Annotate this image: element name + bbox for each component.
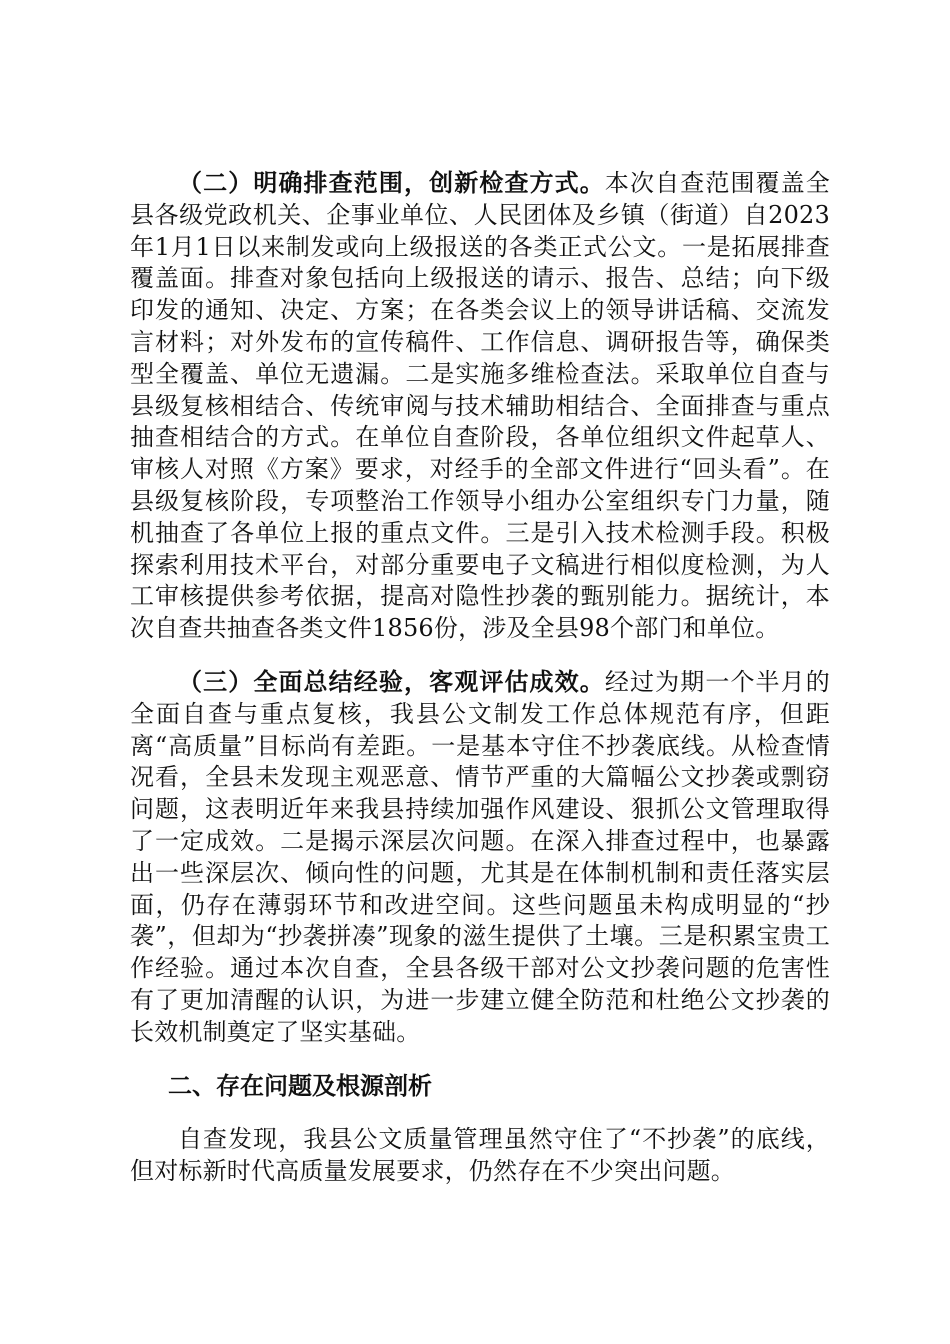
paragraph-summary [130,667,830,1049]
paragraph-intro: 自查发现，我县公文质量管理虽然守住了“不抄袭”的底线，但对标新时代高质量发展要求，仍然存在不少突出问题。 [130,1125,830,1186]
paragraph-scope-body: 本次自查范围覆盖全县各级党政机关、企事业单位、人民团体及乡镇（街道）自2023年1月1日以来制发或向上级报送的各类正式公文。一是拓展排查覆盖面。排查对象包括向上级报送的请示、报告、总结；向下级印发的通知、决定、方案；在各类会议上的领导讲话稿、交流发言材料；对外发布的宣传稿件、工作信息、调研报告等，确保类型全覆盖、单位无遗漏。二是实施多维检查法。采取单位自查与县级复核相结合、传统审阅与技术辅助相结合、全面排查与重点抽查相结合的方式。在单位自查阶段，各单位组织文件起草人、审核人对照《方案》要求，对经手的全部文件进行“回头看”。在县级复核阶段，专项整治工作领导小组办公室组织专门力量，随机抽查了各单位上报的重点文件。三是引入技术检测手段。积极探索利用技术平台，对部分重要电子文稿进行相似度检测，为人工审核提供参考依据，提高对隐性抄袭的甄别能力。据统计，本次自查共抽查各类文件1856份，涉及全县98个部门和单位。 [130,169,830,643]
paragraph-summary-body: 经过为期一个半月的全面自查与重点复核，我县公文制发工作总体规范有序，但距离“高质量”目标尚有差距。一是基本守住不抄袭底线。从检查情况看，全县未发现主观恶意、情节严重的大篇幅公文抄袭或剽窃问题，这表明近年来我县持续加强作风建设、狠抓公文管理取得了一定成效。二是揭示深层次问题。在深入排查过程中，也暴露出一些深层次、倾向性的问题，尤其是在体制机制和责任落实层面，仍存在薄弱环节和改进空间。这些问题虽未构成明显的“抄袭”，但却为“抄袭拼凑”现象的滋生提供了土壤。三是积累宝贵工作经验。通过本次自查，全县各级干部对公文抄袭问题的危害性有了更加清醒的认识，为进一步建立健全防范和杜绝公文抄袭的长效机制奠定了坚实基础。 [130,667,830,1046]
paragraph-summary-lead: （三）全面总结经验，客观评估成效。 [178,667,605,696]
paragraph-scope-lead: （二）明确排查范围，创新检查方式。 [178,169,605,197]
section-heading: 二、存在问题及根源剖析 [168,1071,432,1100]
document-page [130,168,830,1188]
paragraph-scope [130,168,830,645]
